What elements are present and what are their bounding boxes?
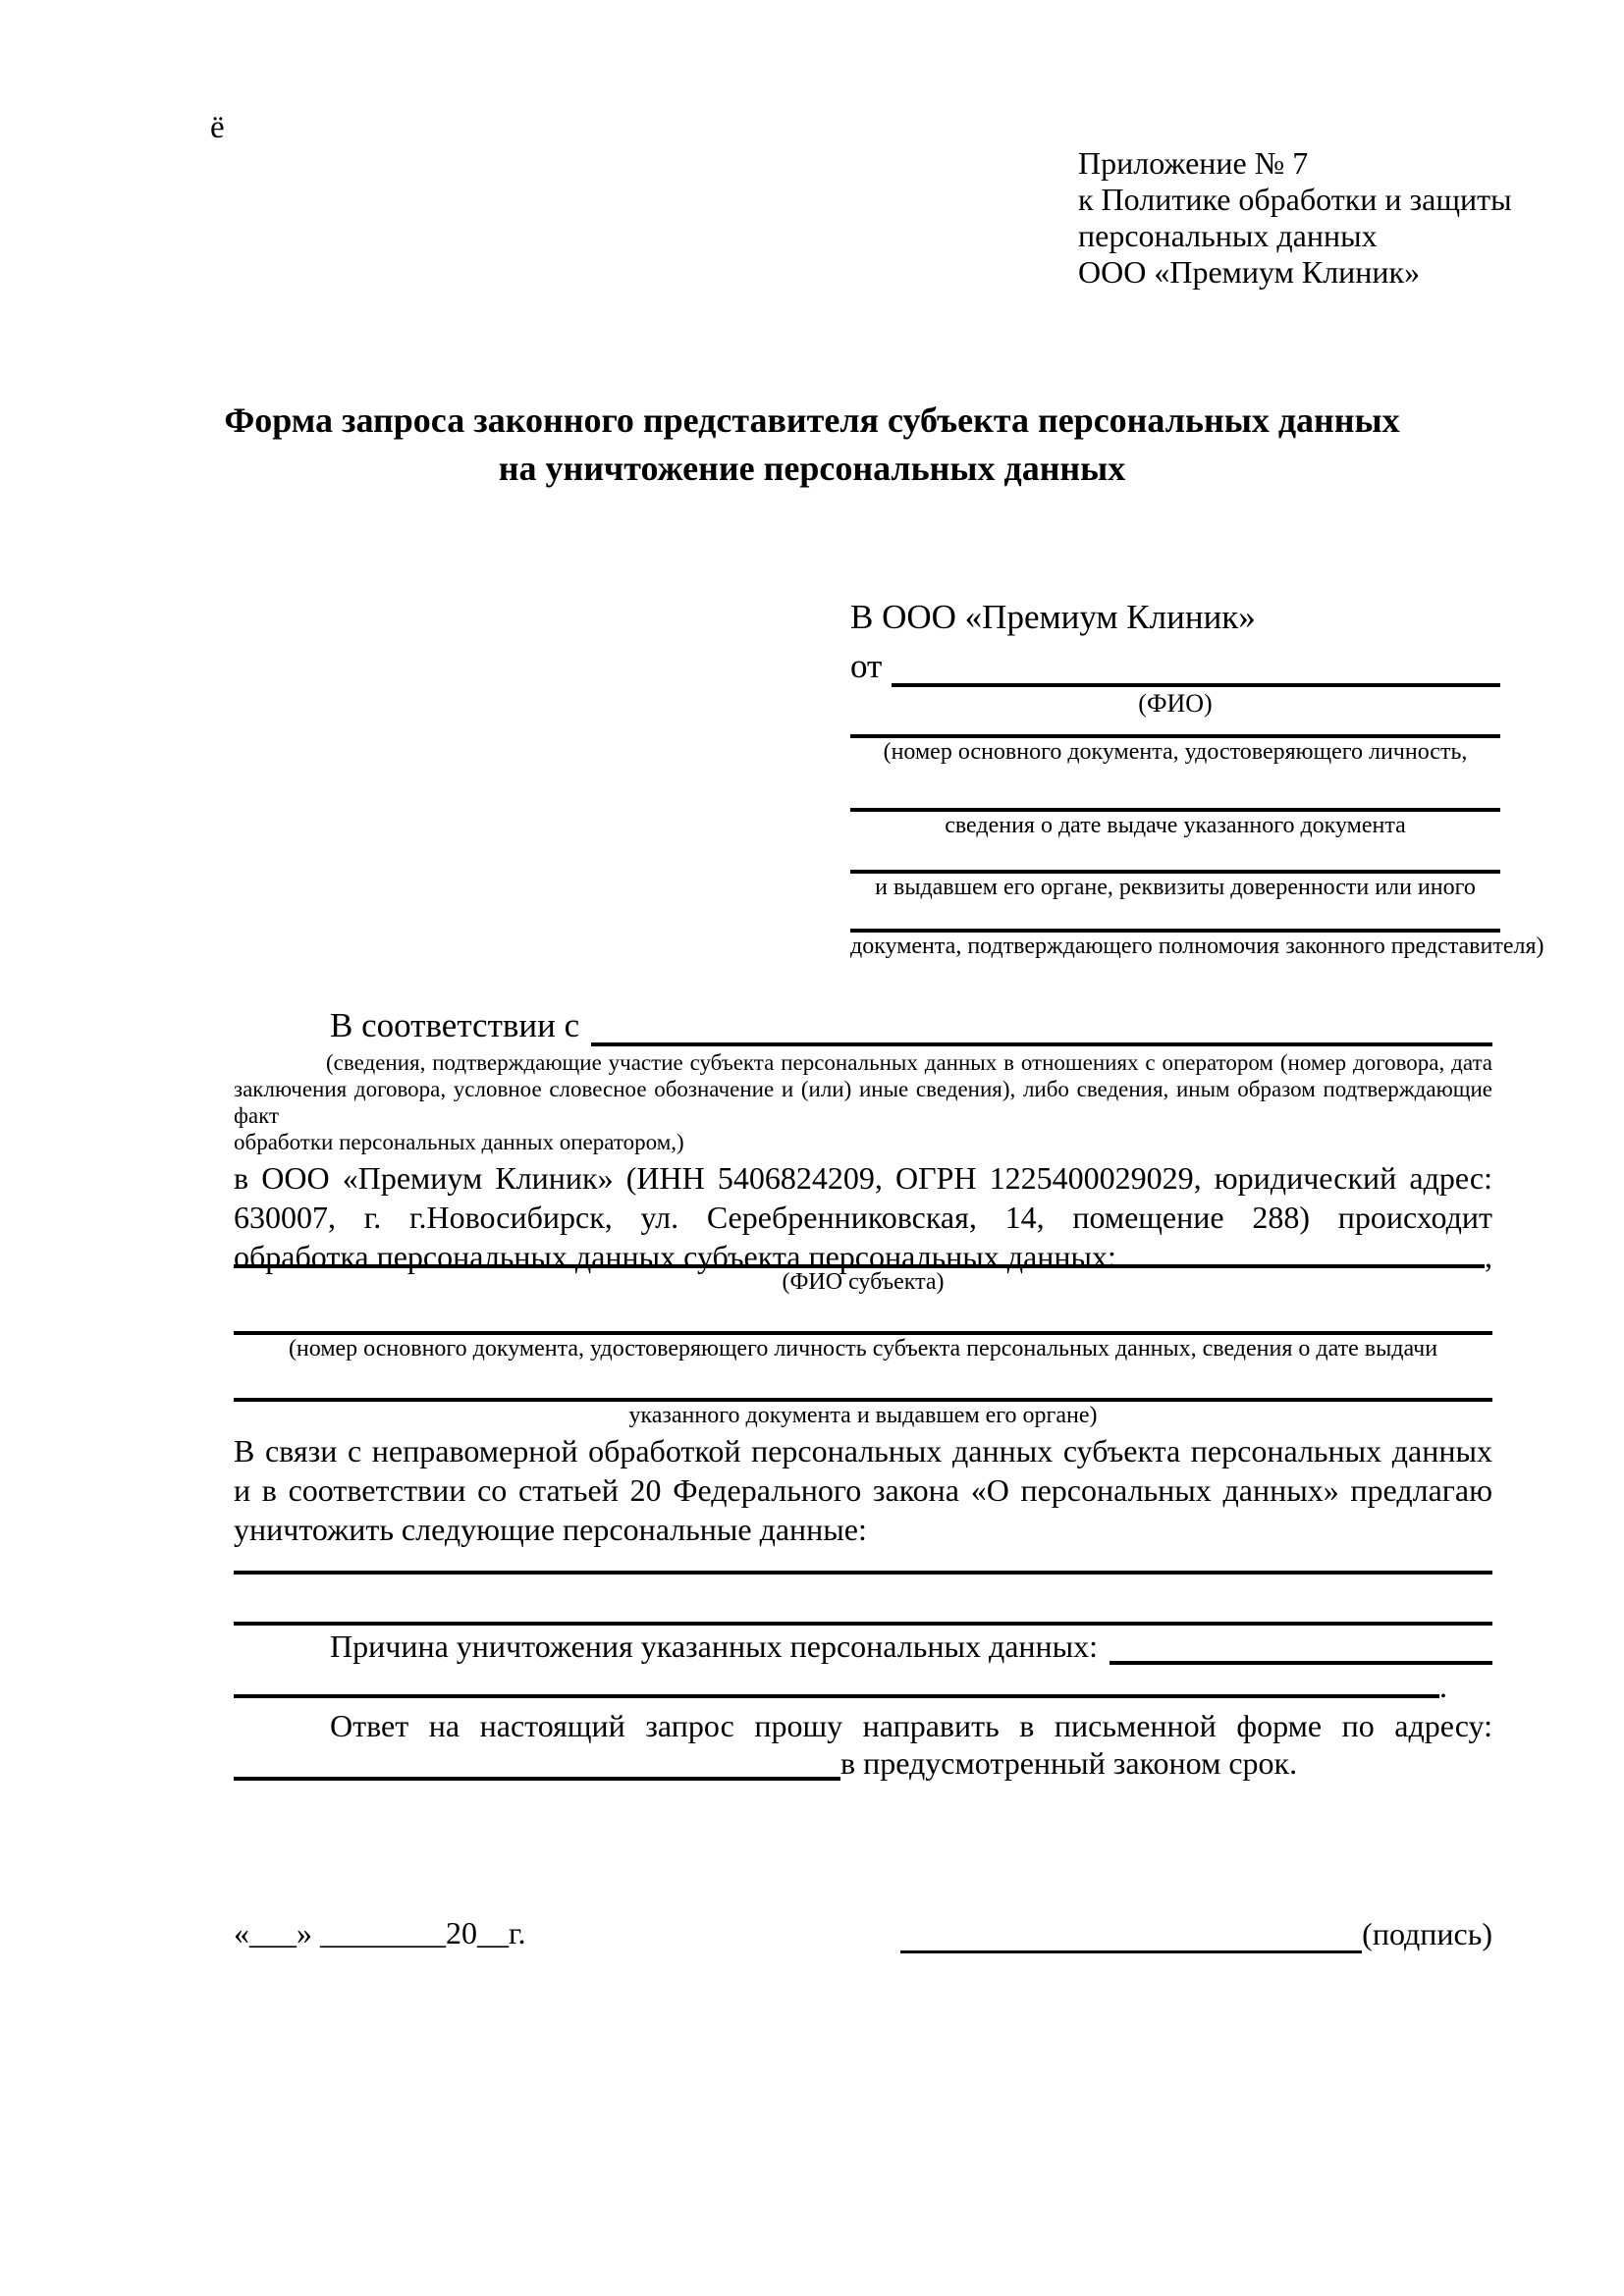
accordance-blank-line	[591, 1005, 1492, 1046]
fio-caption: (ФИО)	[1138, 689, 1213, 718]
operator-paragraph-line-1: в ООО «Премиум Клиник» (ИНН 5406824209, ОГРН 1225400029029, юридический адрес:	[234, 1160, 1492, 1196]
data-to-destroy-blank-line-2	[234, 1575, 1492, 1626]
from-label: от	[850, 647, 883, 685]
accordance-lead: В соответствии с	[330, 1006, 580, 1044]
reason-blank-line-1	[1110, 1628, 1492, 1665]
subject-fio-blank-line	[234, 1247, 1485, 1268]
demand-line-2: и в соответствии со статьей 20 Федерального закона «О персональных данных» предлагаю	[234, 1472, 1492, 1508]
demand-section	[234, 1431, 1492, 1781]
representative-doc-blank-line-1	[850, 719, 1500, 738]
title-line-1: Форма запроса законного представителя субъекта персональных данных	[224, 400, 1400, 440]
appendix-line-4: ООО «Премиум Клиник»	[1078, 254, 1421, 290]
subject-lines-section	[234, 1239, 1492, 1430]
representative-doc-blank-line-2	[850, 767, 1500, 812]
subject-doc-blank-line-1	[234, 1297, 1492, 1335]
representative-doc-blank-line-3	[850, 840, 1500, 874]
from-blank-line	[892, 646, 1500, 687]
accordance-note-line-2: заключения договора, условное словесное обозначение и (или) иные сведения), либо сведения, иным образом подтверждающие факт	[234, 1077, 1492, 1128]
reason-continuation-row	[234, 1665, 1492, 1704]
representative-doc-caption-3: и выдавшем его органе, реквизиты доверенности или иного	[875, 875, 1476, 900]
reason-blank-line-2	[234, 1665, 1439, 1698]
accordance-note-line-3: обработки персональных данных оператором,)	[234, 1130, 684, 1154]
reply-row-2	[234, 1745, 1492, 1781]
data-to-destroy-blank-line-1	[234, 1549, 1492, 1575]
accordance-section	[234, 1003, 1492, 1276]
subject-doc-blank-line-2	[234, 1363, 1492, 1402]
appendix-line-2: к Политике обработки и защиты	[1078, 182, 1512, 217]
representative-doc-caption-2: сведения о дате выдаче указанного документа	[945, 813, 1406, 838]
addressee-to: В ООО «Премиум Клиник»	[850, 598, 1256, 636]
reply-line-1: Ответ на настоящий запрос прошу направить в письменной форме по адресу:	[330, 1708, 1492, 1743]
appendix-block	[1078, 145, 1512, 291]
date-placeholder: «___» ________20__г.	[234, 1915, 526, 1950]
reply-address-blank-line	[234, 1745, 840, 1781]
reason-end-punct: .	[1439, 1669, 1447, 1704]
subject-doc-caption-1: (номер основного документа, удостоверяющего личность субъекта персональных данных, сведения о дате выдачи	[288, 1336, 1438, 1362]
signature-caption: (подпись)	[1362, 1916, 1492, 1951]
operator-paragraph-line-3: обработка персональных данных субъекта персональных данных:	[234, 1239, 1116, 1274]
demand-line-3: уничтожить следующие персональные данные:	[234, 1512, 867, 1547]
demand-line-1: В связи с неправомерной обработкой персональных данных субъекта персональных данных	[234, 1433, 1492, 1468]
representative-doc-blank-line-4	[850, 902, 1500, 933]
subject-doc-caption-2: указанного документа и выдавшем его органе)	[628, 1403, 1098, 1428]
signature-blank-line	[900, 1912, 1362, 1953]
title-line-2: на уничтожение персональных данных	[498, 449, 1126, 488]
representative-doc-caption-1: (номер основного документа, удостоверяющего личность,	[883, 739, 1468, 765]
appendix-line-3: персональных данных	[1078, 218, 1378, 253]
operator-paragraph-line-2: 630007, г. г.Новосибирск, ул. Серебренниковская, 14, помещение 288) происходит	[234, 1200, 1492, 1235]
subject-trailing-comma: ,	[1485, 1239, 1492, 1274]
reply-line-2-text: в предусмотренный законом срок.	[840, 1745, 1298, 1781]
subject-fio-row	[234, 1239, 1492, 1274]
accordance-note-line-1: (сведения, подтверждающие участие субъекта персональных данных в отношениях с оператором (номер договора, дата	[326, 1050, 1492, 1075]
reason-row	[234, 1626, 1492, 1665]
representative-doc-caption-4: документа, подтверждающего полномочия законного представителя)	[850, 934, 1544, 959]
subject-fio-caption: (ФИО субъекта)	[782, 1269, 945, 1295]
signature-group	[900, 1912, 1492, 1953]
footer-row	[234, 1912, 1492, 1953]
appendix-line-1: Приложение № 7	[1078, 145, 1309, 181]
document-title	[0, 397, 1624, 493]
stray-character: ё	[210, 110, 225, 145]
addressee-from-row	[850, 640, 1500, 687]
addressee-block	[850, 595, 1544, 961]
accordance-row	[234, 1003, 1492, 1046]
reason-lead: Причина уничтожения указанных персональных данных:	[330, 1629, 1099, 1664]
